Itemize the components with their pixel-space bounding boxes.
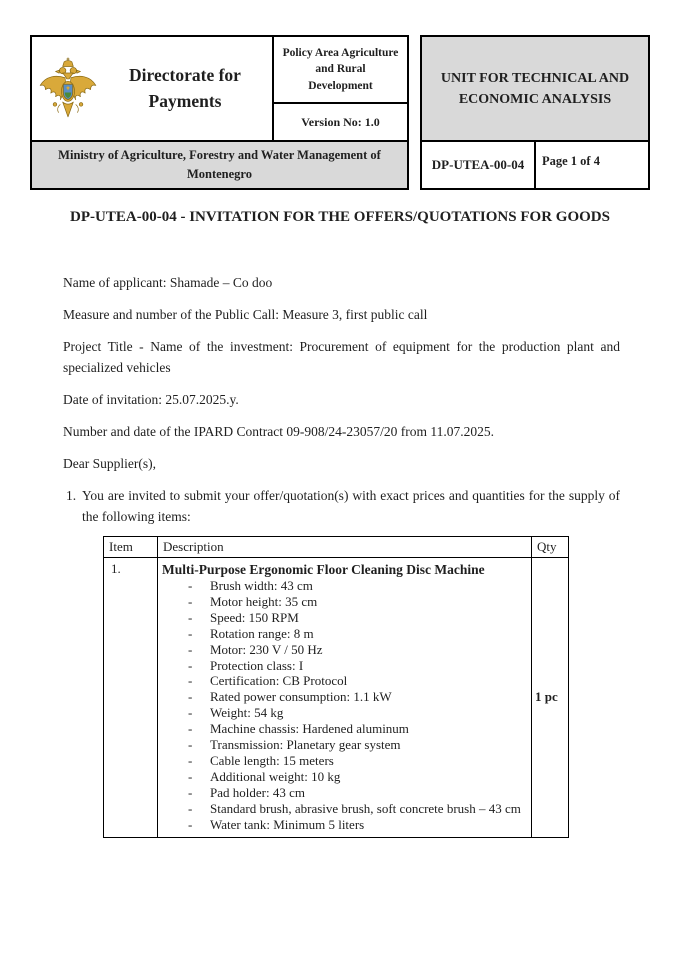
spec-line	[162, 626, 527, 642]
spec-text: Protection class: I	[210, 657, 304, 673]
spec-text: Machine chassis: Hardened aluminum	[210, 721, 409, 737]
spec-line	[162, 769, 527, 785]
dash-bullet: -	[188, 816, 193, 832]
spec-text: Rotation range: 8 m	[210, 625, 314, 641]
dash-bullet: -	[188, 721, 193, 737]
spec-text: Speed: 150 RPM	[210, 609, 299, 625]
spec-text: Transmission: Planetary gear system	[210, 737, 401, 753]
spec-line	[162, 658, 527, 674]
project-title-line: Project Title - Name of the investment: Procurement of equipment for the production plant and specialized vehicles	[63, 339, 620, 375]
spec-line	[162, 721, 527, 737]
invitation-date-line: Date of invitation: 25.07.2025.y.	[63, 392, 239, 407]
numbered-point-1	[63, 485, 620, 527]
dash-bullet: -	[188, 641, 193, 657]
spec-line	[162, 673, 527, 689]
spec-text: Rated power consumption: 1.1 kW	[210, 689, 392, 705]
table-row	[104, 558, 569, 838]
dash-bullet: -	[188, 689, 193, 705]
salutation-line: Dear Supplier(s),	[63, 456, 156, 471]
document-title: DP-UTEA-00-04 - INVITATION FOR THE OFFERS/QUOTATIONS FOR GOODS	[70, 209, 610, 225]
ministry-cell: Ministry of Agriculture, Forestry and Water Management of Montenegro	[31, 141, 408, 189]
dash-bullet: -	[188, 593, 193, 609]
item-title: Multi-Purpose Ergonomic Floor Cleaning Disc Machine	[162, 562, 485, 577]
spec-text: Water tank: Minimum 5 liters	[210, 816, 365, 832]
spec-line	[162, 610, 527, 626]
letterhead-left-table	[30, 35, 409, 190]
directorate-name: Directorate for Payments	[129, 65, 241, 111]
spec-line	[162, 642, 527, 658]
dash-bullet: -	[188, 657, 193, 673]
spec-text: Additional weight: 10 kg	[210, 768, 341, 784]
dash-bullet: -	[188, 609, 193, 625]
spec-text: Motor height: 35 cm	[210, 593, 318, 609]
spec-text: Motor: 230 V / 50 Hz	[210, 641, 323, 657]
spec-line	[162, 753, 527, 769]
spec-line	[162, 817, 527, 833]
spec-text: Pad holder: 43 cm	[210, 784, 305, 800]
item-description	[158, 558, 532, 838]
spec-list	[162, 578, 527, 833]
item-number: 1.	[104, 558, 158, 838]
letterhead	[30, 35, 650, 190]
point-number: 1.	[66, 488, 77, 503]
dash-bullet: -	[188, 625, 193, 641]
spec-line	[162, 785, 527, 801]
policy-area-cell: Policy Area Agriculture and Rural Development	[273, 36, 408, 103]
letterhead-right-table	[420, 35, 650, 190]
spec-line	[162, 705, 527, 721]
directorate-cell	[31, 36, 273, 141]
contract-line: Number and date of the IPARD Contract 09-908/24-23057/20 from 11.07.2025.	[63, 424, 494, 439]
applicant-line: Name of applicant: Shamade – Co doo	[63, 275, 273, 290]
item-quantity: 1 pc	[532, 558, 569, 838]
measure-line: Measure and number of the Public Call: Measure 3, first public call	[63, 307, 428, 322]
point-text: You are invited to submit your offer/quotation(s) with exact prices and quantities for the supply of the following items:	[82, 488, 620, 524]
document-body	[63, 272, 620, 527]
spec-line	[162, 737, 527, 753]
spec-text: Cable length: 15 meters	[210, 752, 334, 768]
items-table	[103, 536, 569, 838]
spec-line	[162, 578, 527, 594]
col-header-item: Item	[104, 537, 158, 558]
dash-bullet: -	[188, 768, 193, 784]
page-number-cell	[535, 141, 649, 189]
spec-line	[162, 801, 527, 817]
dash-bullet: -	[188, 800, 193, 816]
dash-bullet: -	[188, 784, 193, 800]
dash-bullet: -	[188, 705, 193, 721]
version-cell: Version No: 1.0	[273, 103, 408, 141]
spec-text: Weight: 54 kg	[210, 705, 284, 721]
dash-bullet: -	[188, 673, 193, 689]
dash-bullet: -	[188, 752, 193, 768]
spec-text: Certification: CB Protocol	[210, 673, 348, 689]
unit-cell: UNIT FOR TECHNICAL AND ECONOMIC ANALYSIS	[421, 36, 649, 141]
dash-bullet: -	[188, 737, 193, 753]
spec-text: Standard brush, abrasive brush, soft concrete brush – 43 cm	[210, 800, 521, 816]
spec-text: Brush width: 43 cm	[210, 578, 313, 593]
items-table-header-row	[104, 537, 569, 558]
doc-code-cell: DP-UTEA-00-04	[421, 141, 535, 189]
col-header-qty: Qty	[532, 537, 569, 558]
montenegro-coat-of-arms-icon	[38, 57, 98, 121]
col-header-description: Description	[158, 537, 532, 558]
spec-line	[162, 594, 527, 610]
spec-line	[162, 689, 527, 705]
page-number: Page 1 of 4	[542, 153, 600, 168]
dash-bullet: -	[188, 578, 193, 593]
